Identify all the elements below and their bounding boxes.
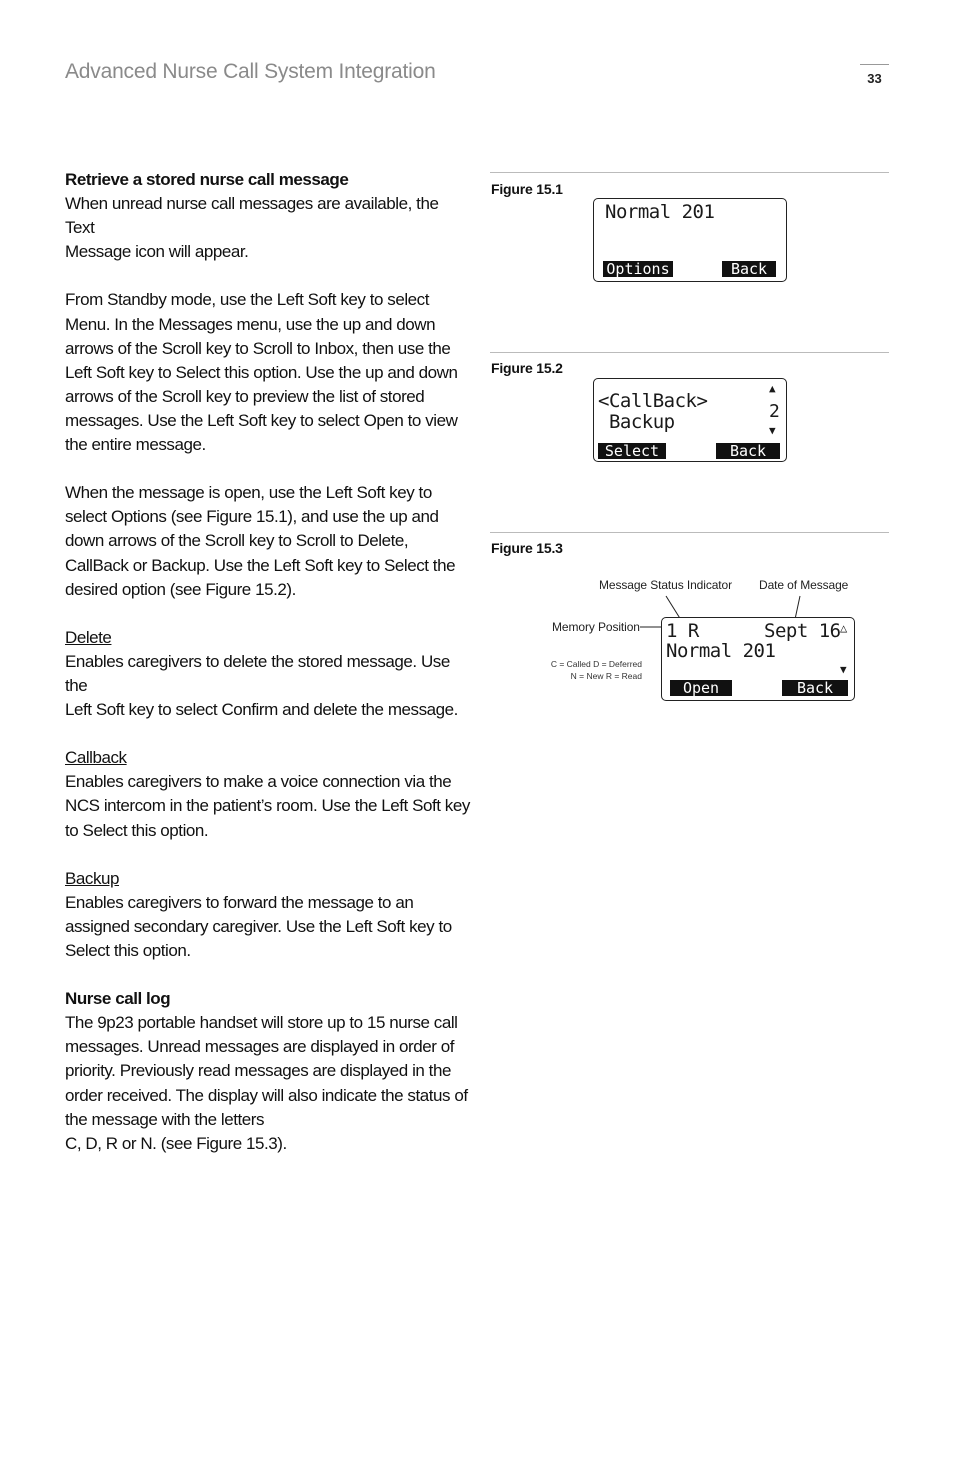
page-number: 33 (867, 71, 882, 86)
text-line: arrows of the Scroll key to preview the list of stored (65, 386, 425, 406)
figure-15-3-label: Figure 15.3 (491, 540, 563, 556)
text-line: the entire message. (65, 435, 206, 455)
section-heading-retrieve: Retrieve a stored nurse call message (65, 170, 349, 189)
text-line: Select this option. (65, 941, 191, 960)
backup-section (65, 867, 470, 963)
lcd-text-line: Backup (598, 411, 675, 433)
annotation-memory-position: Memory Position (552, 620, 640, 634)
section-heading-callback: Callback (65, 748, 127, 768)
figure-15-2-lcd-screen (593, 378, 787, 462)
figure-15-2-label: Figure 15.2 (491, 360, 563, 376)
page-number-rule (860, 64, 889, 65)
text-line: arrows of the Scroll key to Scroll to Inbox, then use the (65, 338, 451, 358)
figure-divider (490, 352, 889, 353)
retrieve-section-intro (65, 168, 470, 264)
lcd-message-date: Sept 16 (764, 620, 841, 642)
lcd-softkey-back: Back (782, 680, 848, 696)
figure-divider (490, 532, 889, 533)
text-line: select Options (see Figure 15.1), and use the up and (65, 507, 439, 527)
text-line: Enables caregivers to delete the stored message. Use the (65, 651, 450, 695)
text-line: Enables caregivers to make a voice connection via the (65, 772, 452, 792)
retrieve-paragraph-3 (65, 481, 470, 601)
lcd-scroll-position: 2 (769, 401, 780, 422)
callback-section (65, 746, 470, 842)
text-line: to Select this option. (65, 820, 209, 840)
retrieve-paragraph-2 (65, 288, 470, 457)
section-heading-backup: Backup (65, 868, 120, 888)
annotation-message-status-indicator: Message Status Indicator (599, 578, 733, 592)
text-line: down arrows of the Scroll key to Scroll to Delete, (65, 531, 409, 551)
text-line: messages. Unread messages are displayed in order of (65, 1037, 455, 1057)
text-line: Left Soft key to select Confirm and delete the message. (65, 700, 458, 720)
nurse-call-log-section (65, 987, 470, 1156)
text-line: The 9p23 portable handset will store up to 15 nurse call (65, 1013, 458, 1033)
lcd-softkey-back: Back (722, 261, 776, 277)
figure-15-1-lcd-screen (593, 198, 787, 282)
lcd-softkey-options: Options (603, 261, 673, 277)
lcd-memory-status: 1 R (666, 620, 699, 642)
scroll-down-arrow-icon: ▼ (840, 663, 847, 676)
section-heading-delete: Delete (65, 627, 112, 647)
status-legend-line: C = Called D = Deferred (550, 659, 642, 669)
figure-15-3-lcd-screen (661, 617, 855, 701)
figure-15-1-label: Figure 15.1 (491, 181, 563, 197)
lcd-softkey-back: Back (716, 443, 780, 459)
figure-divider (490, 172, 889, 173)
body-text-column (65, 168, 470, 1180)
scroll-up-arrow-icon: ▲ (769, 382, 776, 395)
text-line: NCS intercom in the patient’s room. Use the Left Soft key (65, 796, 470, 816)
scroll-up-outline-icon: △ (840, 621, 848, 635)
annotation-date-of-message: Date of Message (759, 578, 849, 592)
text-line: When the message is open, use the Left Soft key to (65, 483, 432, 503)
text-line: From Standby mode, use the Left Soft key to select (65, 290, 429, 310)
lcd-text-line: Normal 201 (605, 201, 715, 223)
status-legend (540, 658, 642, 682)
text-line: CallBack or Backup. Use the Left Soft key to Select the (65, 555, 456, 575)
text-line: desired option (see Figure 15.2). (65, 579, 296, 599)
lcd-softkey-select: Select (598, 443, 666, 459)
scroll-down-arrow-icon: ▼ (769, 424, 776, 437)
text-line: priority. Previously read messages are displayed in the (65, 1061, 451, 1081)
section-heading-nurse-call-log: Nurse call log (65, 989, 171, 1009)
lcd-text-line: Normal 201 (666, 640, 776, 662)
text-line: order received. The display will also indicate the status of (65, 1085, 468, 1105)
text-line: the message with the letters (65, 1109, 265, 1129)
lcd-text-line: <CallBack> (598, 390, 708, 412)
lcd-softkey-open: Open (670, 680, 732, 696)
text-line: Enables caregivers to forward the message to an (65, 892, 414, 912)
status-legend-line: N = New R = Read (570, 671, 642, 681)
text-line: When unread nurse call messages are available, the Text (65, 194, 439, 238)
text-line: assigned secondary caregiver. Use the Left Soft key to (65, 916, 452, 936)
text-line: Left Soft key to Select this option. Use the up and down (65, 362, 458, 382)
text-line: Menu. In the Messages menu, use the up and down (65, 314, 436, 334)
text-line: Message icon will appear. (65, 242, 249, 262)
delete-section (65, 626, 470, 722)
text-line: C, D, R or N. (see Figure 15.3). (65, 1133, 287, 1153)
document-header-title: Advanced Nurse Call System Integration (65, 60, 436, 83)
text-line: messages. Use the Left Soft key to select Open to view (65, 410, 458, 430)
